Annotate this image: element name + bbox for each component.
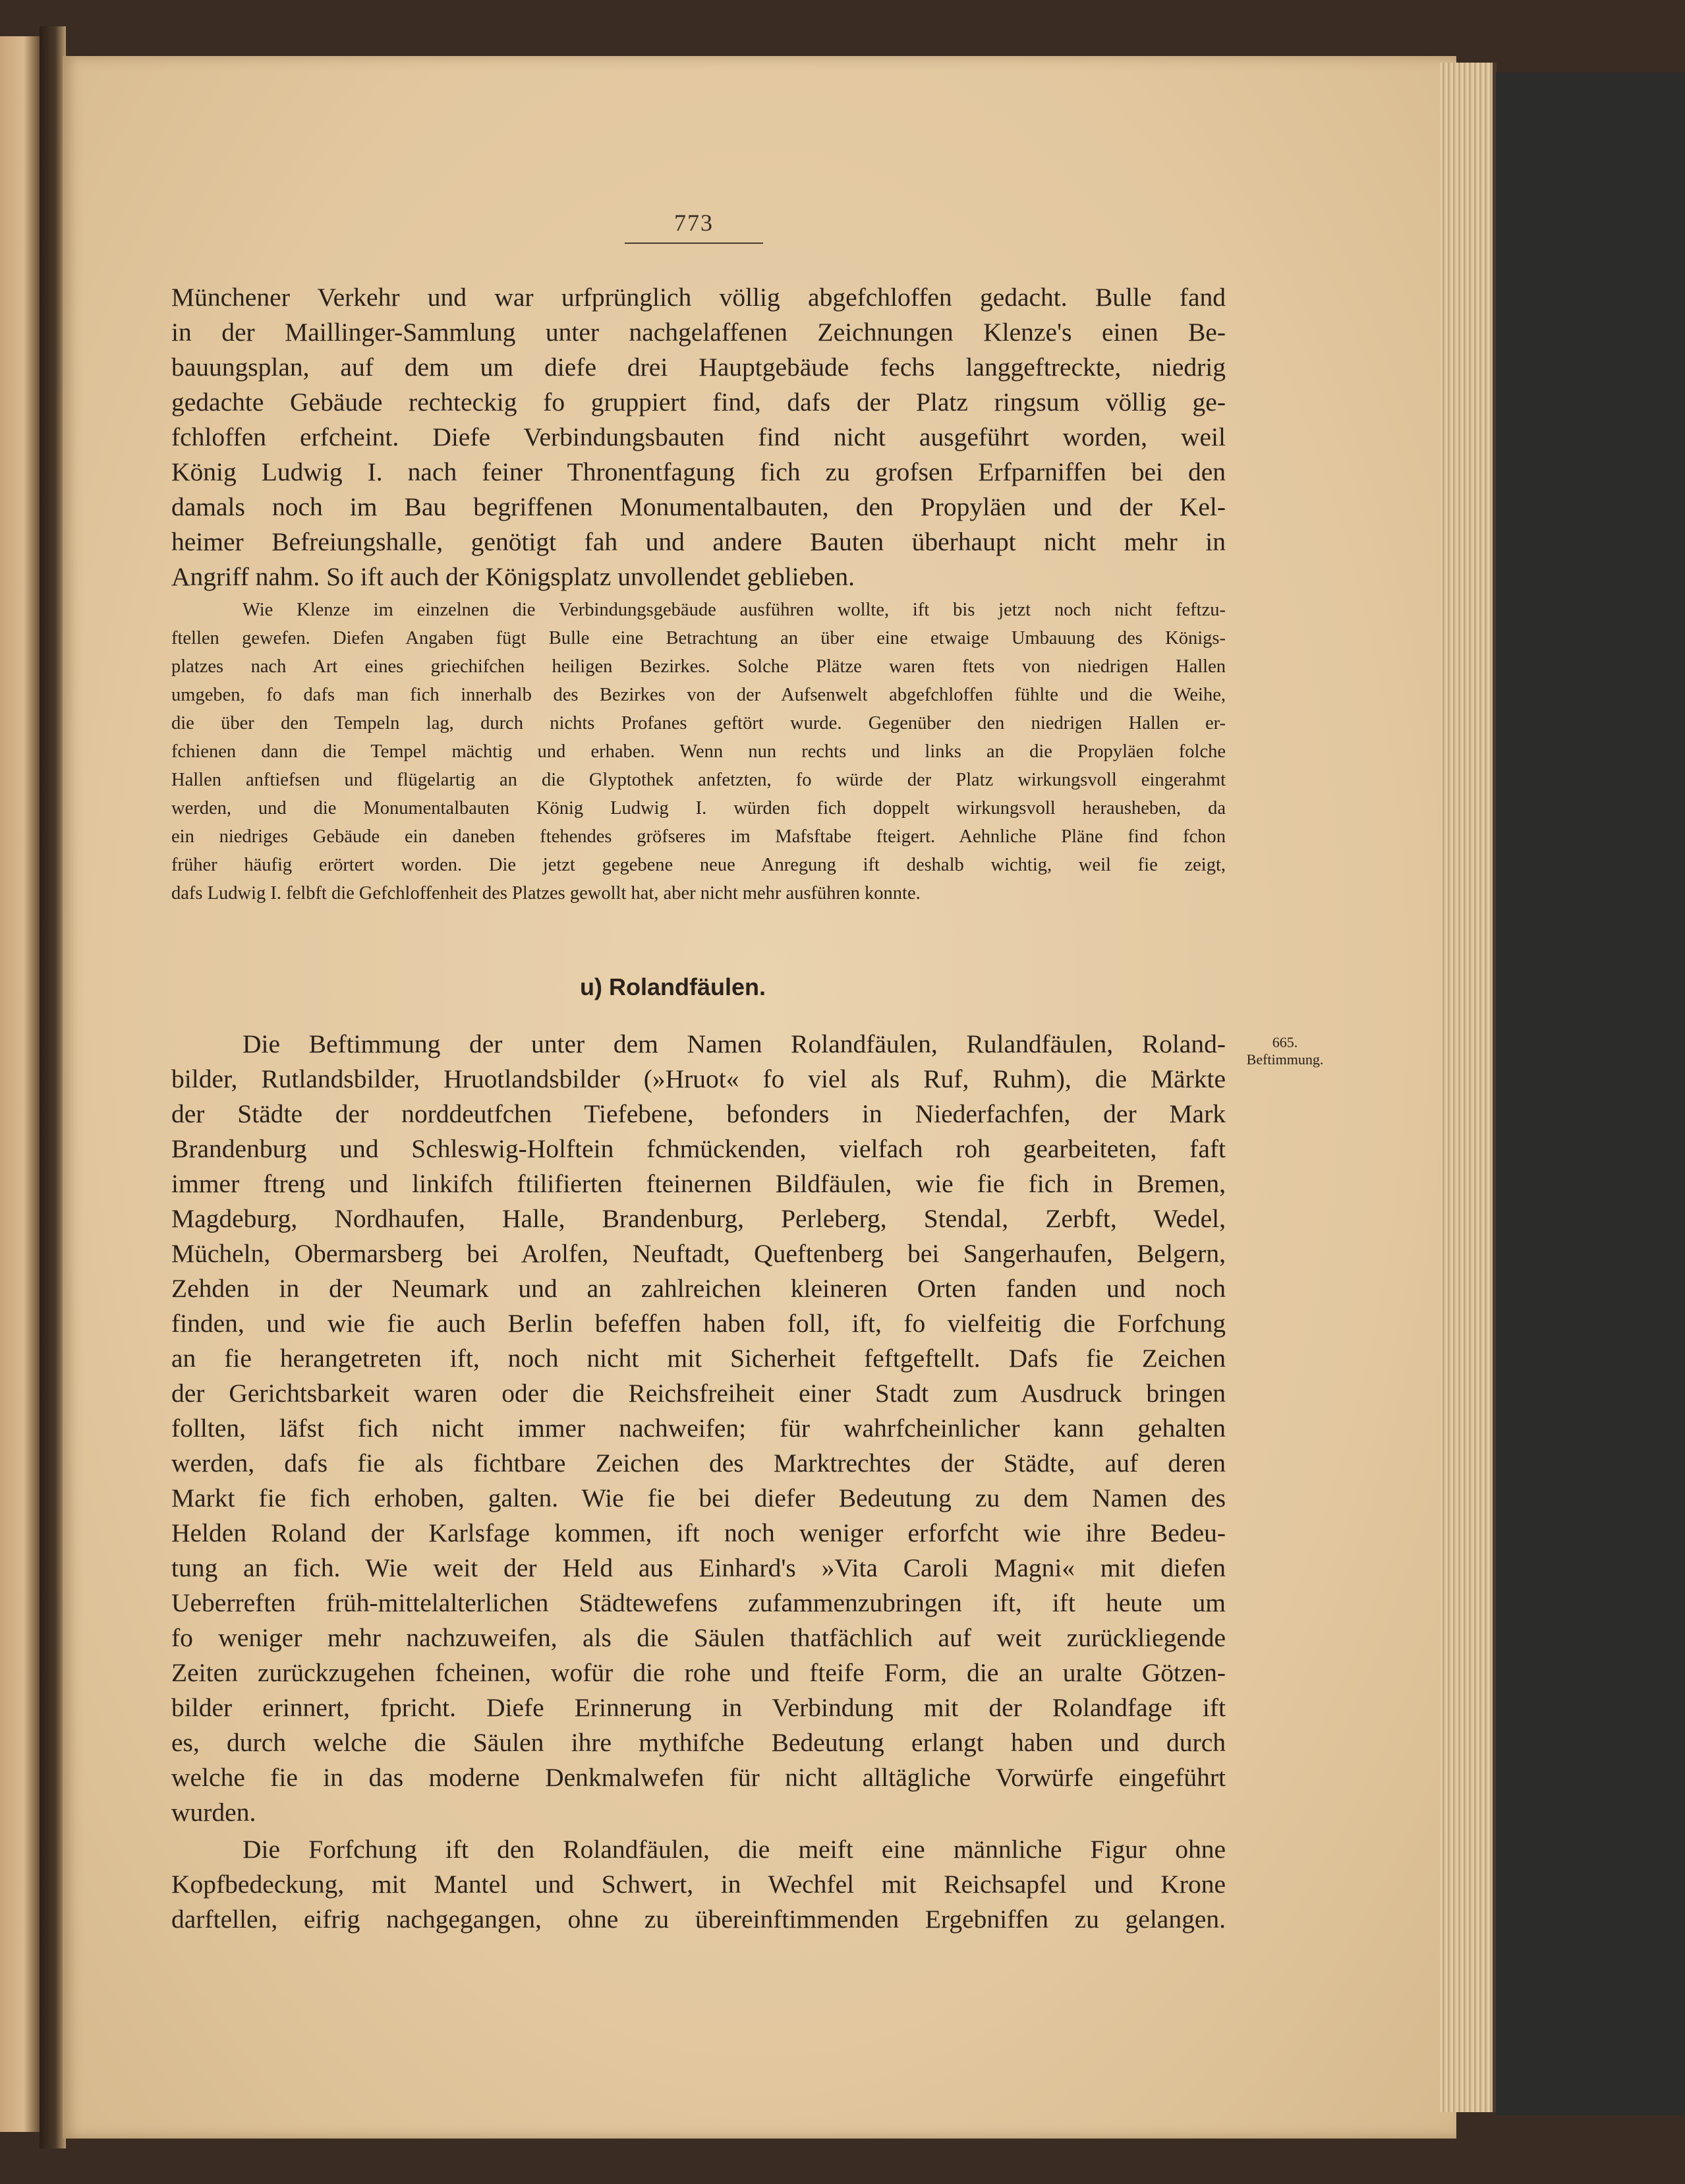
text-line: tung an fich. Wie weit der Held aus Einhard's »Vita Caroli Magni« mit diefen bbox=[171, 1553, 1226, 1582]
text-line: darftellen, eifrig nachgegangen, ohne zu übereinftimmenden Ergebniffen zu gelangen. bbox=[171, 1905, 1226, 1934]
page-edges bbox=[1440, 63, 1497, 2112]
text-line: der Städte der norddeutfchen Tiefebene, befonders in Niederfachfen, der Mark bbox=[171, 1099, 1226, 1128]
text-line: der Gerichtsbarkeit waren oder die Reichsfreiheit einer Stadt zum Ausdruck bringen bbox=[171, 1379, 1226, 1408]
note-line: Hallen anftiefsen und flügelartig an die Glyptothek anfetzten, fo würde der Platz wirkungsvoll eingerahmt bbox=[171, 770, 1226, 790]
text-line: damals noch im Bau begriffenen Monumentalbauten, den Propyläen und der Kel- bbox=[171, 492, 1226, 521]
text-line: fo weniger mehr nachzuweifen, als die Säulen thatfächlich auf weit zurückliegende bbox=[171, 1623, 1226, 1652]
note-line: fchienen dann die Tempel mächtig und erhaben. Wenn nun rechts und links an die Propyläen folche bbox=[171, 741, 1226, 762]
text-line: Die Forfchung ift den Rolandfäulen, die meift eine männliche Figur ohne bbox=[243, 1835, 1226, 1864]
note-line: Wie Klenze im einzelnen die Verbindungsgebäude ausführen wollte, ift bis jetzt noch nicht feftzu- bbox=[243, 600, 1226, 620]
text-line: bilder erinnert, fpricht. Diefe Erinnerung in Verbindung mit der Rolandfage ift bbox=[171, 1693, 1226, 1722]
text-line: welche fie in das moderne Denkmalwefen für nicht alltägliche Vorwürfe eingeführt bbox=[171, 1763, 1226, 1792]
text-line: gedachte Gebäude rechteckig fo gruppiert find, dafs der Platz ringsum völlig ge- bbox=[171, 388, 1226, 417]
text-line: König Ludwig I. nach feiner Thronentfagung fich zu grofsen Erfparniffen bei den bbox=[171, 457, 1226, 486]
text-line: Markt fie fich erhoben, galten. Wie fie bei diefer Bedeutung zu dem Namen des bbox=[171, 1483, 1226, 1512]
text-line: wurden. bbox=[171, 1798, 256, 1827]
text-line: an fie herangetreten ift, noch nicht mit Sicherheit feftgeftellt. Dafs fie Zeichen bbox=[171, 1344, 1226, 1373]
note-line: die über den Tempeln lag, durch nichts Profanes geftört wurde. Gegenüber den niedrigen Hallen er- bbox=[171, 713, 1226, 733]
text-line: fchloffen erfcheint. Diefe Verbindungsbauten find nicht ausgeführt worden, weil bbox=[171, 422, 1226, 451]
left-page-edge bbox=[0, 36, 40, 2132]
text-line: Helden Roland der Karlsfage kommen, ift noch weniger erforfcht wie ihre Bedeu- bbox=[171, 1518, 1226, 1547]
note-line: umgeben, fo dafs man fich innerhalb des Bezirkes von der Aufsenwelt abgefchloffen fühlte und die Weihe, bbox=[171, 685, 1226, 705]
text-line: Brandenburg und Schleswig-Holftein fchmückenden, vielfach roh gearbeiteten, faft bbox=[171, 1134, 1226, 1163]
text-line: Die Beftimmung der unter dem Namen Rolandfäulen, Rulandfäulen, Roland- bbox=[243, 1029, 1226, 1058]
section-heading: u) Rolandfäulen. bbox=[580, 973, 766, 1000]
text-line: Münchener Verkehr und war urfprünglich völlig abgefchloffen gedacht. Bulle fand bbox=[171, 283, 1226, 312]
text-line: Kopfbedeckung, mit Mantel und Schwert, in Wechfel mit Reichsapfel und Krone bbox=[171, 1870, 1226, 1899]
note-line: ftellen gewefen. Diefen Angaben fügt Bulle eine Betrachtung an über eine etwaige Umbauung des Königs- bbox=[171, 628, 1226, 648]
margin-note-number: 665. bbox=[1272, 1034, 1298, 1050]
text-line: es, durch welche die Säulen ihre mythifche Bedeutung erlangt haben und durch bbox=[171, 1728, 1226, 1757]
text-line: bilder, Rutlandsbilder, Hruotlandsbilder (»Hruot« fo viel als Ruf, Ruhm), die Märkte bbox=[171, 1064, 1226, 1093]
text-line: Angriff nahm. So ift auch der Königsplatz unvollendet geblieben. bbox=[171, 562, 855, 591]
text-line: Zeiten zurückzugehen fcheinen, wofür die rohe und fteife Form, die an uralte Götzen- bbox=[171, 1658, 1226, 1687]
text-line: immer ftreng und linkifch ftilifierten fteinernen Bildfäulen, wie fie fich in Bremen, bbox=[171, 1169, 1226, 1198]
book-cover bbox=[1496, 72, 1685, 2115]
text-line: finden, und wie fie auch Berlin befeffen haben foll, ift, fo vielfeitig die Forfchung bbox=[171, 1309, 1226, 1338]
text-line: Ueberreften früh-mittelalterlichen Städtewefens zufammenzubringen ift, ift heute um bbox=[171, 1588, 1226, 1617]
text-line: bauungsplan, auf dem um diefe drei Hauptgebäude fechs langgeftreckte, niedrig bbox=[171, 353, 1226, 382]
text-line: werden, dafs fie als fichtbare Zeichen des Marktrechtes der Städte, auf deren bbox=[171, 1449, 1226, 1478]
note-line: früher häufig erörtert worden. Die jetzt gegebene neue Anregung ift deshalb wichtig, weil fie zeigt, bbox=[171, 855, 1226, 875]
text-line: follten, läfst fich nicht immer nachweifen; für wahrfcheinlicher kann gehalten bbox=[171, 1414, 1226, 1443]
margin-note-label: Beftimmung. bbox=[1246, 1051, 1324, 1068]
text-line: heimer Befreiungshalle, genötigt fah und andere Bauten überhaupt nicht mehr in bbox=[171, 527, 1226, 556]
text-line: Magdeburg, Nordhaufen, Halle, Brandenburg, Perleberg, Stendal, Zerbft, Wedel, bbox=[171, 1204, 1226, 1233]
note-line: platzes nach Art eines griechifchen heiligen Bezirkes. Solche Plätze waren ftets von niedrigen Hallen bbox=[171, 656, 1226, 677]
page-number: 773 bbox=[674, 210, 714, 236]
note-line: dafs Ludwig I. felbft die Gefchloffenheit des Platzes gewollt hat, aber nicht mehr ausführen konnte. bbox=[171, 883, 921, 904]
note-line: ein niedriges Gebäude ein daneben ftehendes gröfseres im Mafsftabe fteigert. Aehnliche Pläne find fchon bbox=[171, 826, 1226, 847]
page-number-rule bbox=[625, 243, 763, 244]
text-line: in der Maillinger-Sammlung unter nachgelaffenen Zeichnungen Klenze's einen Be- bbox=[171, 318, 1226, 347]
note-line: werden, und die Monumentalbauten König Ludwig I. würden fich doppelt wirkungsvoll herausheben, da bbox=[171, 798, 1226, 819]
text-line: Mücheln, Obermarsberg bei Arolfen, Neuftadt, Queftenberg bei Sangerhaufen, Belgern, bbox=[171, 1239, 1226, 1268]
text-line: Zehden in der Neumark und an zahlreichen kleineren Orten fanden und noch bbox=[171, 1274, 1226, 1303]
book-gutter bbox=[40, 26, 66, 2148]
